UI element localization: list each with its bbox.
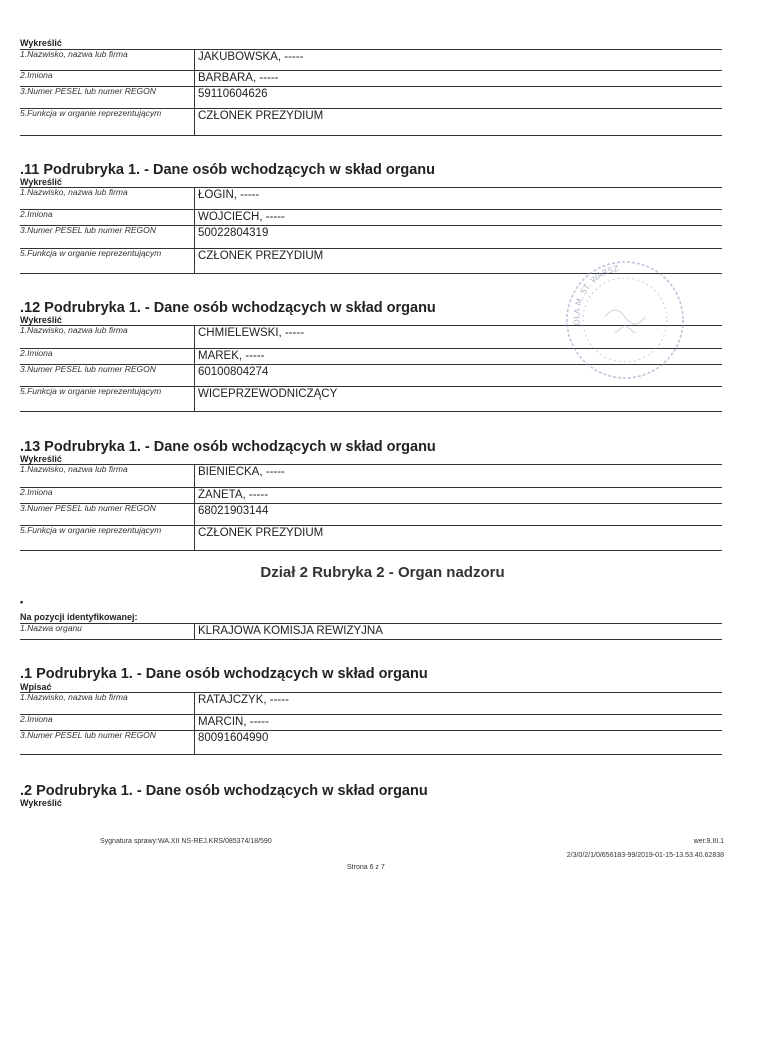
field-label: 1.Nazwisko, nazwa lub firma xyxy=(20,187,128,197)
section-heading-1: .1 Podrubryka 1. - Dane osób wchodzących w skład organu xyxy=(20,666,428,682)
field-label: 3.Numer PESEL lub numer REGON xyxy=(20,86,156,96)
field-label: 5.Funkcja w organie reprezentującym xyxy=(20,386,162,396)
table-row xyxy=(20,714,722,731)
field-value: CZŁONEK PREZYDIUM xyxy=(198,110,324,122)
field-value: MARCIN, ----- xyxy=(198,716,269,728)
subheading-wpisac: Wpisać xyxy=(20,682,52,692)
field-value: RATAJCZYK, ----- xyxy=(198,694,289,706)
field-label: 1.Nazwisko, nazwa lub firma xyxy=(20,49,128,59)
field-label: 3.Numer PESEL lub numer REGON xyxy=(20,503,156,513)
table-row xyxy=(20,730,722,755)
field-label: 2.Imiona xyxy=(20,487,53,497)
subheading-wykreslic: Wykreślić xyxy=(20,798,62,808)
bullet-dot: • xyxy=(20,597,24,607)
field-value: 80091604990 xyxy=(198,732,269,744)
subheading-pozycja: Na pozycji identyfikowanej: xyxy=(20,612,138,622)
table-row xyxy=(20,225,722,249)
field-label: 1.Nazwisko, nazwa lub firma xyxy=(20,464,128,474)
subheading-wykreslic: Wykreślić xyxy=(20,454,62,464)
field-label: 5.Funkcja w organie reprezentującym xyxy=(20,248,162,258)
table-row xyxy=(20,70,722,87)
section-heading-11: .11 Podrubryka 1. - Dane osób wchodzących w skład organu xyxy=(20,162,435,178)
field-label: 5.Funkcja w organie reprezentującym xyxy=(20,108,162,118)
field-value: MAREK, ----- xyxy=(198,350,265,362)
table-row xyxy=(20,692,722,715)
field-value: WICEPRZEWODNICZĄCY xyxy=(198,388,338,400)
table-row xyxy=(20,525,722,551)
table-row xyxy=(20,623,722,640)
case-signature: Sygnatura sprawy:WA.XII NS-REJ.KRS/085374/18/590 xyxy=(100,838,272,845)
table-row xyxy=(20,503,722,526)
svg-text:OLA M. ST. WARSZ xyxy=(572,264,620,326)
field-label: 5.Funkcja w organie reprezentującym xyxy=(20,525,162,535)
subheading-wykreslic: Wykreślić xyxy=(20,177,62,187)
page-number: Strona 6 z 7 xyxy=(347,864,385,871)
table-row xyxy=(20,49,722,71)
table-row xyxy=(20,386,722,412)
section-heading-2: .2 Podrubryka 1. - Dane osób wchodzących w skład organu xyxy=(20,783,428,799)
field-value: 68021903144 xyxy=(198,505,269,517)
field-label: 3.Numer PESEL lub numer REGON xyxy=(20,225,156,235)
field-label: 1.Nazwisko, nazwa lub firma xyxy=(20,692,128,702)
document-id: 2/3/0/2/1/0/656183-99/2019-01-15-13.53.40.62838 xyxy=(566,852,724,859)
dzial-title: Dział 2 Rubryka 2 - Organ nadzoru xyxy=(260,564,505,581)
field-value: WOJCIECH, ----- xyxy=(198,211,285,223)
field-value: CZŁONEK PREZYDIUM xyxy=(198,527,324,539)
field-value: 50022804319 xyxy=(198,227,269,239)
field-label: 2.Imiona xyxy=(20,348,53,358)
table-row xyxy=(20,187,722,210)
version-label: wer.9.III.1 xyxy=(693,838,724,845)
round-stamp xyxy=(560,255,690,385)
subheading-wykreslic: Wykreślić xyxy=(20,38,62,48)
section-heading-13: .13 Podrubryka 1. - Dane osób wchodzących w skład organu xyxy=(20,439,436,455)
subheading-wykreslic: Wykreślić xyxy=(20,315,62,325)
field-label: 3.Numer PESEL lub numer REGON xyxy=(20,730,156,740)
table-row xyxy=(20,86,722,109)
field-value: 59110604626 xyxy=(198,88,268,100)
field-value: BARBARA, ----- xyxy=(198,72,279,84)
field-label: 2.Imiona xyxy=(20,714,53,724)
field-label: 2.Imiona xyxy=(20,70,53,80)
field-label: 1.Nazwa organu xyxy=(20,623,82,633)
field-value: 60100804274 xyxy=(198,366,269,378)
field-value: KLRAJOWA KOMISJA REWIZYJNA xyxy=(198,625,383,637)
field-value: ŻANETA, ----- xyxy=(198,489,269,501)
stamp-text: OLA M. ST. WARSZ xyxy=(572,263,620,326)
table-row xyxy=(20,464,722,488)
field-value: CZŁONEK PREZYDIUM xyxy=(198,250,324,262)
field-value: BIENIECKA, ----- xyxy=(198,466,285,478)
table-row xyxy=(20,209,722,226)
section-heading-12: .12 Podrubryka 1. - Dane osób wchodzących w skład organu xyxy=(20,300,436,316)
field-value: ŁOGIN, ----- xyxy=(198,189,260,201)
field-label: 2.Imiona xyxy=(20,209,53,219)
table-row xyxy=(20,108,722,136)
field-label: 3.Numer PESEL lub numer REGON xyxy=(20,364,156,374)
field-label: 1.Nazwisko, nazwa lub firma xyxy=(20,325,128,335)
field-value: CHMIELEWSKI, ----- xyxy=(198,327,305,339)
table-row xyxy=(20,487,722,504)
field-value: JAKUBOWSKA, ----- xyxy=(198,51,304,63)
